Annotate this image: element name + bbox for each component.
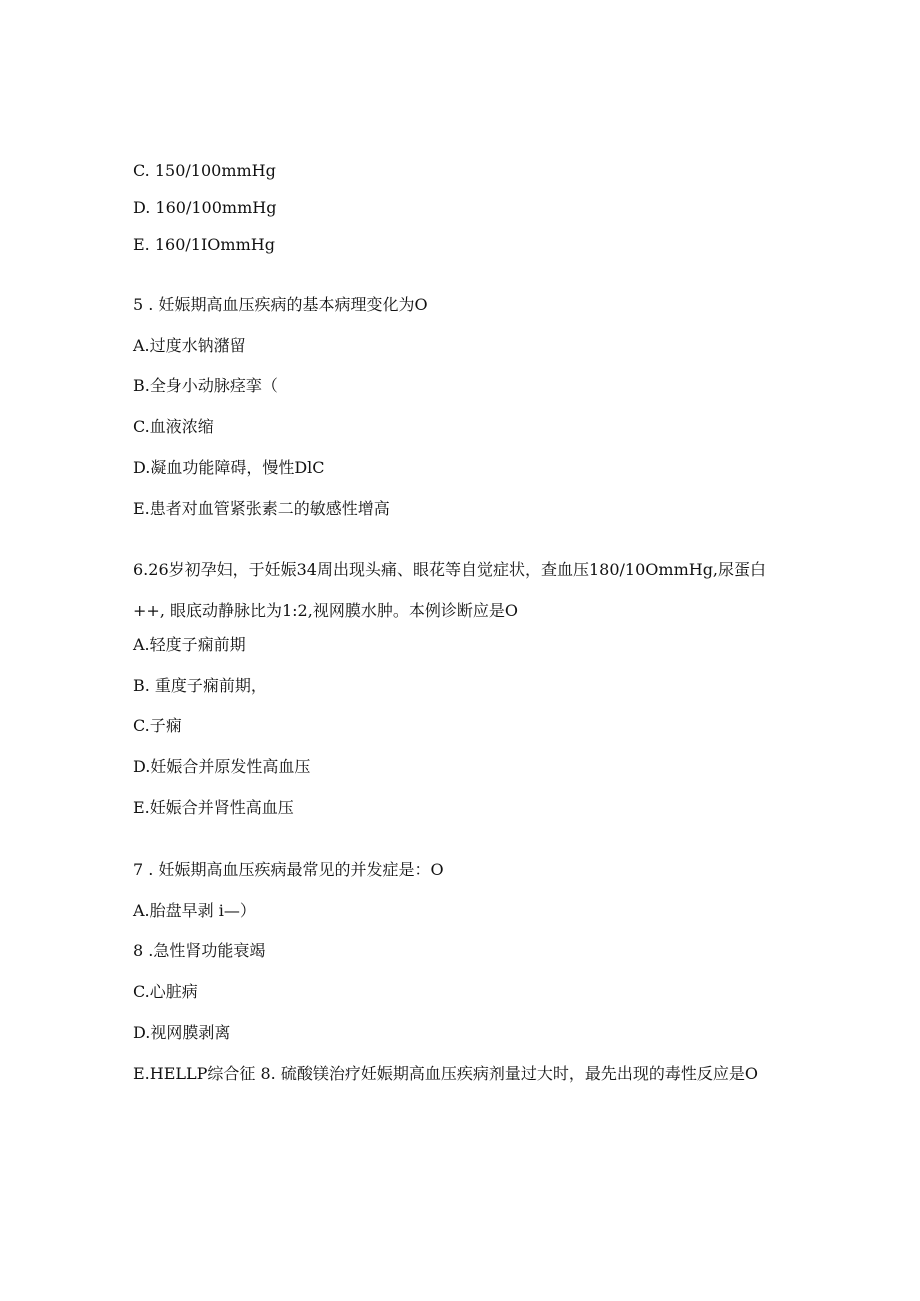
- option-b-q6: B. 重度子痫前期，: [133, 676, 267, 695]
- option-d-q7: D.视网膜剥离: [133, 1023, 231, 1042]
- option-e-q6: E.妊娠合并肾性高血压: [133, 798, 294, 817]
- option-e-q7-and-question-8: E.HELLP综合征 8. 硫酸镁治疗妊娠期高血压疾病剂量过大时，最先出现的毒性反应是O: [133, 1064, 758, 1083]
- option-d-q6: D.妊娠合并原发性高血压: [133, 757, 311, 776]
- question-5: 5 . 妊娠期高血压疾病的基本病理变化为O: [133, 295, 428, 314]
- option-d-q5: D.凝血功能障碍，慢性DlC: [133, 458, 325, 477]
- option-a-q6: A.轻度子痫前期: [133, 635, 246, 654]
- option-d-q4: D. 160/100mmHg: [133, 198, 277, 217]
- question-7: 7 . 妊娠期高血压疾病最常见的并发症是：O: [133, 860, 444, 879]
- option-a-q5: A.过度水钠潴留: [133, 336, 246, 355]
- option-c-q5: C.血液浓缩: [133, 417, 214, 436]
- option-e-q5: E.患者对血管紧张素二的敏感性增高: [133, 499, 390, 518]
- option-c-q7: C.心脏病: [133, 982, 198, 1001]
- option-e-q4: E. 160/1IOmmHg: [133, 235, 275, 254]
- option-c-q4: C. 150/100mmHg: [133, 161, 276, 180]
- option-a-q7: A.胎盘早剥 i—）: [133, 901, 256, 920]
- option-b-q5: B.全身小动脉痉挛（: [133, 376, 278, 395]
- question-6: 6.26岁初孕妇，于妊娠34周出现头痛、眼花等自觉症状，查血压180/10OmmHg,尿蛋白++, 眼底动静脉比为1:2,视网膜水肿。本例诊断应是O: [133, 560, 767, 620]
- option-b-q7: 8 .急性肾功能衰竭: [133, 941, 266, 960]
- option-c-q6: C.子痫: [133, 716, 182, 735]
